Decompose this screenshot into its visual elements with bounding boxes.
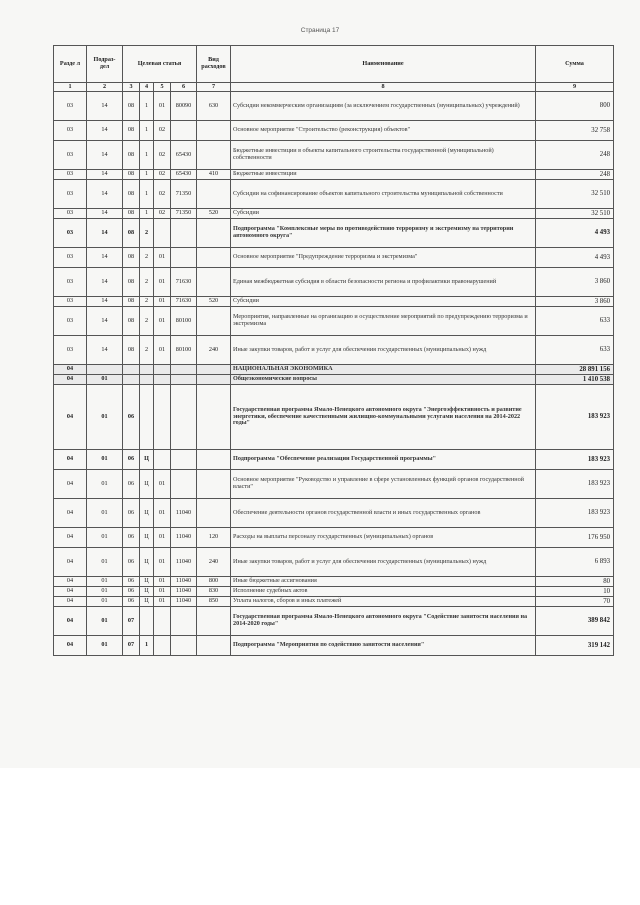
cell-podrazdel: 01 — [87, 607, 123, 636]
cell-subprogram: 2 — [140, 297, 154, 307]
cell-sum: 6 893 — [536, 548, 614, 577]
cell-program: 08 — [123, 307, 140, 336]
cell-name: Уплата налогов, сборов и иных платежей — [231, 597, 536, 607]
cell-event: 01 — [154, 597, 171, 607]
cell-program: 08 — [123, 297, 140, 307]
cell-subprogram: Ц — [140, 499, 154, 528]
cell-program: 06 — [123, 385, 140, 450]
cell-sum: 4 493 — [536, 248, 614, 268]
cell-program: 08 — [123, 336, 140, 365]
cell-direction: 80090 — [171, 92, 197, 121]
cell-program: 06 — [123, 548, 140, 577]
cell-expense-type — [197, 268, 231, 297]
cell-direction — [171, 385, 197, 450]
cell-direction — [171, 636, 197, 656]
cell-expense-type: 830 — [197, 587, 231, 597]
header-expense-type: Вид расходов — [197, 46, 231, 83]
column-number: 2 — [87, 83, 123, 92]
cell-name: Подпрограмма "Обеспечение реализации Государственной программы" — [231, 450, 536, 470]
cell-direction — [171, 470, 197, 499]
cell-podrazdel: 01 — [87, 450, 123, 470]
cell-expense-type — [197, 375, 231, 385]
cell-podrazdel: 14 — [87, 92, 123, 121]
cell-razdel: 04 — [54, 636, 87, 656]
cell-razdel: 04 — [54, 499, 87, 528]
cell-program: 08 — [123, 209, 140, 219]
cell-subprogram: 1 — [140, 170, 154, 180]
cell-name: Расходы на выплаты персоналу государственных (муниципальных) органов — [231, 528, 536, 548]
cell-expense-type: 410 — [197, 170, 231, 180]
cell-podrazdel: 14 — [87, 307, 123, 336]
header-razdel: Разде л — [54, 46, 87, 83]
budget-table-wrapper — [53, 45, 613, 656]
cell-subprogram: 1 — [140, 141, 154, 170]
column-number: 1 — [54, 83, 87, 92]
cell-sum: 32 758 — [536, 121, 614, 141]
cell-direction — [171, 375, 197, 385]
cell-subprogram: 2 — [140, 307, 154, 336]
cell-subprogram — [140, 375, 154, 385]
cell-expense-type: 630 — [197, 92, 231, 121]
cell-name: Подпрограмма "Мероприятия по содействию занятости населения" — [231, 636, 536, 656]
cell-name: Основное мероприятие "Строительство (реконструкция) объектов" — [231, 121, 536, 141]
cell-sum: 800 — [536, 92, 614, 121]
cell-event: 01 — [154, 587, 171, 597]
cell-podrazdel: 14 — [87, 141, 123, 170]
cell-razdel: 04 — [54, 365, 87, 375]
cell-podrazdel: 01 — [87, 375, 123, 385]
cell-podrazdel: 01 — [87, 499, 123, 528]
cell-direction: 11040 — [171, 528, 197, 548]
table-row — [54, 209, 614, 219]
cell-expense-type — [197, 180, 231, 209]
cell-sum: 32 510 — [536, 180, 614, 209]
cell-sum: 10 — [536, 587, 614, 597]
cell-subprogram: Ц — [140, 450, 154, 470]
cell-program: 07 — [123, 636, 140, 656]
cell-sum: 4 493 — [536, 219, 614, 248]
cell-subprogram: Ц — [140, 470, 154, 499]
cell-podrazdel: 14 — [87, 268, 123, 297]
cell-sum: 633 — [536, 307, 614, 336]
cell-subprogram: 2 — [140, 248, 154, 268]
cell-direction: 65430 — [171, 141, 197, 170]
cell-subprogram: Ц — [140, 528, 154, 548]
cell-direction: 65430 — [171, 170, 197, 180]
header-name: Наименование — [231, 46, 536, 83]
cell-subprogram — [140, 365, 154, 375]
cell-event: 01 — [154, 499, 171, 528]
cell-program: 06 — [123, 450, 140, 470]
cell-direction: 71350 — [171, 180, 197, 209]
cell-subprogram: Ц — [140, 587, 154, 597]
cell-razdel: 04 — [54, 375, 87, 385]
cell-program: 08 — [123, 248, 140, 268]
table-row — [54, 121, 614, 141]
cell-event: 01 — [154, 470, 171, 499]
cell-subprogram: 2 — [140, 219, 154, 248]
cell-event: 01 — [154, 297, 171, 307]
cell-name: Общеэкономические вопросы — [231, 375, 536, 385]
cell-podrazdel: 01 — [87, 597, 123, 607]
cell-direction: 11040 — [171, 548, 197, 577]
cell-name: Мероприятия, направленные на организацию и осуществление мероприятий по предупреждению терроризма и экстремизма — [231, 307, 536, 336]
cell-name: Субсидии некоммерческим организациям (за исключением государственных (муниципальных) учреждений) — [231, 92, 536, 121]
cell-name: Иные закупки товаров, работ и услуг для обеспечения государственных (муниципальных) нужд — [231, 548, 536, 577]
table-row — [54, 336, 614, 365]
cell-direction — [171, 219, 197, 248]
cell-razdel: 03 — [54, 92, 87, 121]
cell-razdel: 03 — [54, 248, 87, 268]
cell-program: 08 — [123, 170, 140, 180]
cell-event: 01 — [154, 336, 171, 365]
cell-expense-type — [197, 219, 231, 248]
cell-podrazdel — [87, 365, 123, 375]
cell-subprogram — [140, 385, 154, 450]
cell-direction: 71630 — [171, 297, 197, 307]
cell-event — [154, 636, 171, 656]
cell-event — [154, 365, 171, 375]
cell-program: 06 — [123, 499, 140, 528]
cell-program: 06 — [123, 587, 140, 597]
column-number: 9 — [536, 83, 614, 92]
cell-sum: 183 923 — [536, 450, 614, 470]
cell-subprogram: 1 — [140, 209, 154, 219]
table-row — [54, 385, 614, 450]
table-row — [54, 141, 614, 170]
cell-direction: 11040 — [171, 499, 197, 528]
cell-razdel: 04 — [54, 528, 87, 548]
cell-name: Субсидии на софинансирование объектов капитального строительства муниципальной собственности — [231, 180, 536, 209]
table-row — [54, 636, 614, 656]
cell-program: 06 — [123, 470, 140, 499]
cell-name: Исполнение судебных актов — [231, 587, 536, 597]
cell-name: Субсидии — [231, 297, 536, 307]
table-row — [54, 268, 614, 297]
cell-razdel: 04 — [54, 385, 87, 450]
cell-event — [154, 219, 171, 248]
table-row — [54, 470, 614, 499]
cell-expense-type — [197, 470, 231, 499]
cell-sum: 633 — [536, 336, 614, 365]
cell-razdel: 03 — [54, 297, 87, 307]
cell-razdel: 03 — [54, 268, 87, 297]
cell-expense-type — [197, 499, 231, 528]
table-row — [54, 297, 614, 307]
column-number: 5 — [154, 83, 171, 92]
cell-razdel: 04 — [54, 470, 87, 499]
cell-expense-type — [197, 121, 231, 141]
cell-sum: 183 923 — [536, 385, 614, 450]
cell-program: 08 — [123, 180, 140, 209]
cell-direction: 11040 — [171, 577, 197, 587]
cell-razdel: 03 — [54, 219, 87, 248]
cell-name: Государственная программа Ямало-Ненецкого автономного округа "Содействие занятости населения на 2014-2020 годы" — [231, 607, 536, 636]
cell-name: Бюджетные инвестиции — [231, 170, 536, 180]
table-row — [54, 365, 614, 375]
cell-podrazdel: 14 — [87, 170, 123, 180]
cell-event — [154, 375, 171, 385]
cell-podrazdel: 14 — [87, 336, 123, 365]
cell-sum: 28 891 156 — [536, 365, 614, 375]
cell-sum: 1 410 538 — [536, 375, 614, 385]
cell-event — [154, 450, 171, 470]
cell-program: 08 — [123, 92, 140, 121]
cell-expense-type — [197, 450, 231, 470]
cell-subprogram: 2 — [140, 336, 154, 365]
cell-subprogram: 1 — [140, 180, 154, 209]
cell-sum: 176 950 — [536, 528, 614, 548]
header-target-article: Целевая статья — [123, 46, 197, 83]
cell-expense-type: 520 — [197, 297, 231, 307]
cell-sum: 248 — [536, 141, 614, 170]
cell-sum: 80 — [536, 577, 614, 587]
table-row — [54, 170, 614, 180]
table-row — [54, 180, 614, 209]
table-row — [54, 587, 614, 597]
cell-subprogram: 2 — [140, 268, 154, 297]
cell-event: 01 — [154, 548, 171, 577]
cell-expense-type — [197, 307, 231, 336]
cell-program: 08 — [123, 141, 140, 170]
cell-razdel: 03 — [54, 307, 87, 336]
cell-expense-type — [197, 141, 231, 170]
cell-event: 02 — [154, 209, 171, 219]
cell-program — [123, 375, 140, 385]
table-row — [54, 248, 614, 268]
cell-program: 08 — [123, 268, 140, 297]
cell-direction: 80100 — [171, 336, 197, 365]
cell-razdel: 03 — [54, 170, 87, 180]
header-podrazdel: Подраз- дел — [87, 46, 123, 83]
cell-name: Основное мероприятие "Предупреждение терроризма и экстремизма" — [231, 248, 536, 268]
budget-table — [53, 45, 614, 656]
cell-name: Иные бюджетные ассигнования — [231, 577, 536, 587]
cell-razdel: 03 — [54, 121, 87, 141]
cell-name: Единая межбюджетная субсидия в области безопасности региона и профилактики правонарушений — [231, 268, 536, 297]
cell-direction — [171, 365, 197, 375]
cell-sum: 3 860 — [536, 268, 614, 297]
table-row — [54, 450, 614, 470]
cell-name: Субсидии — [231, 209, 536, 219]
cell-name: Бюджетные инвестиции в объекты капитального строительства государственной (муниципальной) собственности — [231, 141, 536, 170]
cell-event: 01 — [154, 528, 171, 548]
cell-subprogram: Ц — [140, 597, 154, 607]
table-row — [54, 219, 614, 248]
cell-direction: 71630 — [171, 268, 197, 297]
cell-event: 01 — [154, 268, 171, 297]
cell-expense-type: 240 — [197, 336, 231, 365]
table-row — [54, 499, 614, 528]
page-number-label: Страница 17 — [300, 27, 340, 34]
cell-expense-type: 240 — [197, 548, 231, 577]
cell-event: 01 — [154, 92, 171, 121]
cell-subprogram: 1 — [140, 636, 154, 656]
cell-podrazdel: 01 — [87, 548, 123, 577]
cell-podrazdel: 01 — [87, 385, 123, 450]
cell-podrazdel: 14 — [87, 209, 123, 219]
cell-direction: 11040 — [171, 597, 197, 607]
cell-event — [154, 385, 171, 450]
column-number: 4 — [140, 83, 154, 92]
cell-podrazdel: 01 — [87, 636, 123, 656]
cell-razdel: 03 — [54, 336, 87, 365]
cell-sum: 183 923 — [536, 499, 614, 528]
cell-razdel: 04 — [54, 577, 87, 587]
cell-subprogram — [140, 607, 154, 636]
cell-podrazdel: 01 — [87, 577, 123, 587]
cell-podrazdel: 01 — [87, 470, 123, 499]
cell-direction: 11040 — [171, 587, 197, 597]
cell-event: 02 — [154, 121, 171, 141]
cell-program — [123, 365, 140, 375]
cell-program: 08 — [123, 121, 140, 141]
cell-direction: 80100 — [171, 307, 197, 336]
cell-expense-type: 520 — [197, 209, 231, 219]
cell-program: 08 — [123, 219, 140, 248]
cell-name: НАЦИОНАЛЬНАЯ ЭКОНОМИКА — [231, 365, 536, 375]
cell-name: Подпрограмма "Комплексные меры по противодействию терроризму и экстремизму на территории автономного округа" — [231, 219, 536, 248]
cell-direction — [171, 450, 197, 470]
cell-name: Иные закупки товаров, работ и услуг для обеспечения государственных (муниципальных) нужд — [231, 336, 536, 365]
cell-name: Государственная программа Ямало-Ненецкого автономного округа "Энергоэффективность и развитие энергетики, обеспечение качественными жилищно-коммунальными услугами населения на 2014-2022 годы" — [231, 385, 536, 450]
cell-event: 01 — [154, 307, 171, 336]
cell-sum: 248 — [536, 170, 614, 180]
cell-program: 06 — [123, 577, 140, 587]
cell-name: Обеспечение деятельности органов государственной власти и иных государственных органов — [231, 499, 536, 528]
cell-subprogram: 1 — [140, 121, 154, 141]
cell-podrazdel: 01 — [87, 528, 123, 548]
cell-razdel: 04 — [54, 597, 87, 607]
cell-event: 02 — [154, 141, 171, 170]
table-row — [54, 528, 614, 548]
cell-subprogram: 1 — [140, 92, 154, 121]
cell-expense-type: 850 — [197, 597, 231, 607]
cell-sum: 32 510 — [536, 209, 614, 219]
table-row — [54, 597, 614, 607]
cell-razdel: 03 — [54, 180, 87, 209]
cell-program: 06 — [123, 528, 140, 548]
cell-name: Основное мероприятие "Руководство и управление в сфере установленных функций органов государственной власти" — [231, 470, 536, 499]
cell-expense-type — [197, 636, 231, 656]
cell-sum: 319 142 — [536, 636, 614, 656]
cell-expense-type — [197, 365, 231, 375]
cell-razdel: 04 — [54, 548, 87, 577]
cell-razdel: 03 — [54, 141, 87, 170]
column-number: 8 — [231, 83, 536, 92]
cell-event: 01 — [154, 577, 171, 587]
cell-podrazdel: 14 — [87, 248, 123, 268]
header-sum: Сумма — [536, 46, 614, 83]
cell-sum: 70 — [536, 597, 614, 607]
cell-podrazdel: 14 — [87, 297, 123, 307]
cell-event: 01 — [154, 248, 171, 268]
cell-expense-type — [197, 248, 231, 268]
cell-podrazdel: 01 — [87, 587, 123, 597]
table-row — [54, 548, 614, 577]
cell-event — [154, 607, 171, 636]
cell-direction — [171, 121, 197, 141]
table-row — [54, 607, 614, 636]
cell-podrazdel: 14 — [87, 180, 123, 209]
table-row — [54, 375, 614, 385]
cell-expense-type — [197, 607, 231, 636]
cell-program: 07 — [123, 607, 140, 636]
cell-direction — [171, 248, 197, 268]
column-number: 6 — [171, 83, 197, 92]
table-row — [54, 307, 614, 336]
cell-expense-type: 120 — [197, 528, 231, 548]
table-row — [54, 92, 614, 121]
cell-sum: 3 860 — [536, 297, 614, 307]
cell-razdel: 04 — [54, 607, 87, 636]
cell-sum: 183 923 — [536, 470, 614, 499]
cell-direction — [171, 607, 197, 636]
cell-razdel: 04 — [54, 450, 87, 470]
cell-direction: 71350 — [171, 209, 197, 219]
table-row — [54, 577, 614, 587]
cell-sum: 389 842 — [536, 607, 614, 636]
cell-podrazdel: 14 — [87, 121, 123, 141]
cell-subprogram: Ц — [140, 577, 154, 587]
cell-event: 02 — [154, 170, 171, 180]
column-number: 7 — [197, 83, 231, 92]
cell-razdel: 03 — [54, 209, 87, 219]
cell-event: 02 — [154, 180, 171, 209]
cell-expense-type: 800 — [197, 577, 231, 587]
column-number: 3 — [123, 83, 140, 92]
cell-subprogram: Ц — [140, 548, 154, 577]
cell-podrazdel: 14 — [87, 219, 123, 248]
cell-razdel: 04 — [54, 587, 87, 597]
cell-program: 06 — [123, 597, 140, 607]
cell-expense-type — [197, 385, 231, 450]
